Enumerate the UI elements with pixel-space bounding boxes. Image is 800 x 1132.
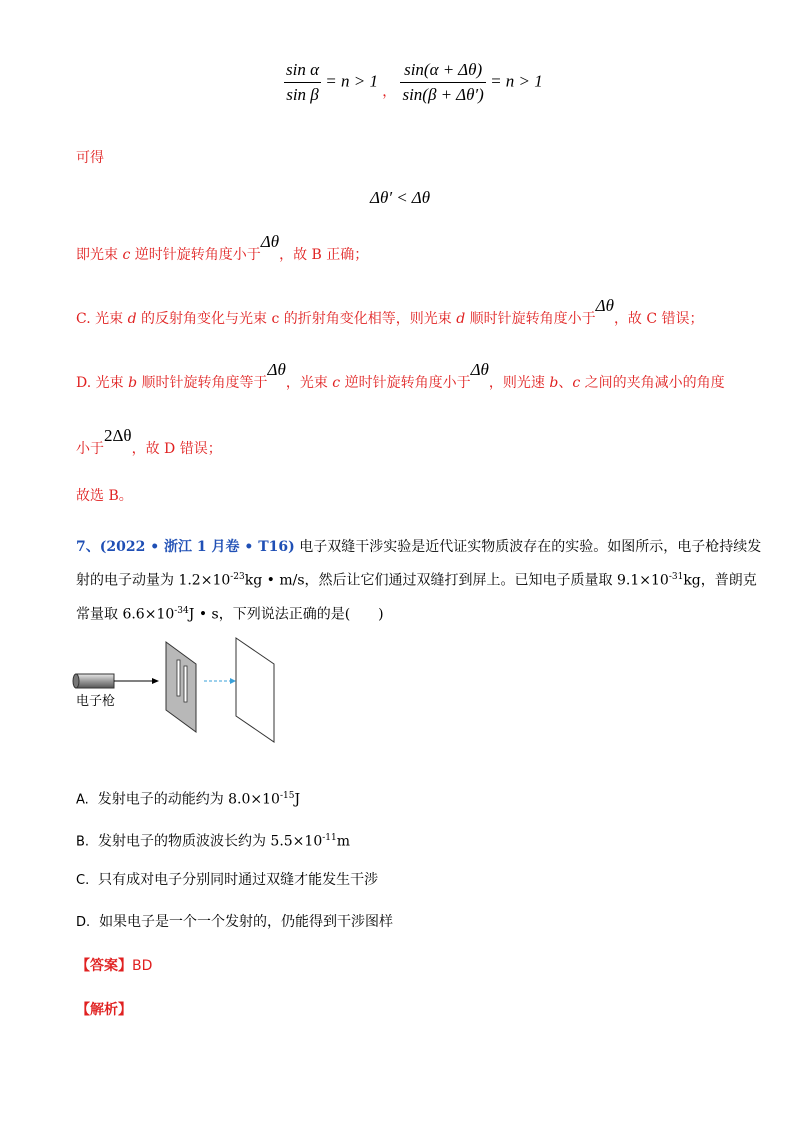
line-option-c-analysis: C. 光束 d 的反射角变化与光束 c 的折射角变化相等，则光束 d 顺时针旋转角度小于Δθ，故 C 错误； — [76, 296, 704, 327]
answer-value: BD — [132, 958, 153, 974]
inequality-formula: Δθ′ < Δθ — [370, 188, 431, 207]
arrow-right-icon — [114, 678, 159, 684]
gun-label: 电子枪 — [76, 694, 116, 709]
answer-label: 【答案】 — [76, 958, 132, 974]
question-7-line-2: 射的电子动量为 $1.2\times 10^{-23}kg$ • m/s，然后让它们通过双缝打到屏上。已知电子质量取 $9.1\times 10^{-31}kg$，普朗克 — [76, 572, 757, 589]
electron-gun-icon — [73, 674, 114, 688]
line-beam-c: 即光束 c 逆时针旋转角度小于Δθ，故 B 正确； — [76, 232, 369, 263]
formula-left-rhs: = n > 1 — [325, 71, 378, 91]
option-c[interactable]: C. 只有成对电子分别同时通过双缝才能发生干涉 — [76, 872, 379, 888]
question-7 — [76, 532, 761, 629]
choice-text: 故选 B。 — [76, 488, 133, 504]
double-slit-figure — [70, 636, 280, 746]
analysis-label: 【解析】 — [76, 1002, 132, 1018]
double-slit-plate — [166, 642, 196, 732]
screen-plate — [236, 638, 274, 742]
formula-top — [284, 60, 543, 105]
question-7-line-3: 常量取 $6.6\times 10^{-34}J$ • s，下列说法正确的是( ) — [76, 605, 384, 623]
formula-separator: ， — [382, 85, 397, 101]
option-b[interactable]: B. 发射电子的物质波波长约为 $5.5\times 10^{-11}m$ — [76, 833, 351, 850]
fraction-left: $\frac{\text{sin α}}{\text{sin β}}$ — [286, 60, 320, 104]
fraction-right: $\frac{\sin(\alpha + \Delta\theta)}{\sin(\beta + \Delta\theta')}$ — [402, 60, 484, 104]
line-option-d-analysis-cont: 小于2Δθ，故 D 错误； — [76, 426, 222, 457]
question-source: (2022 • 浙江 1 月卷 • T16) — [99, 539, 295, 555]
answer-line — [76, 956, 152, 976]
question-7-line-1: 7、(2022 • 浙江 1 月卷 • T16) 电子双缝干涉实验是近代证实物质波存在的实验。如图所示，电子枪持续发 — [76, 539, 762, 555]
option-a[interactable]: A. 发射电子的动能约为 $8.0\times 10^{-15}J$ — [76, 791, 301, 808]
option-d[interactable]: D. 如果电子是一个一个发射的，仍能得到干涉图样 — [76, 914, 394, 930]
line-option-d-analysis: D. 光束 b 顺时针旋转角度等于Δθ，光束 c 逆时针旋转角度小于Δθ，则光速 b、c 之间的夹角减小的角度 — [76, 360, 725, 391]
dashed-arrow-icon — [204, 678, 236, 684]
question-number: 7、 — [76, 539, 100, 555]
formula-right-rhs: = n > 1 — [490, 71, 543, 91]
kede-text: 可得 — [76, 150, 104, 166]
